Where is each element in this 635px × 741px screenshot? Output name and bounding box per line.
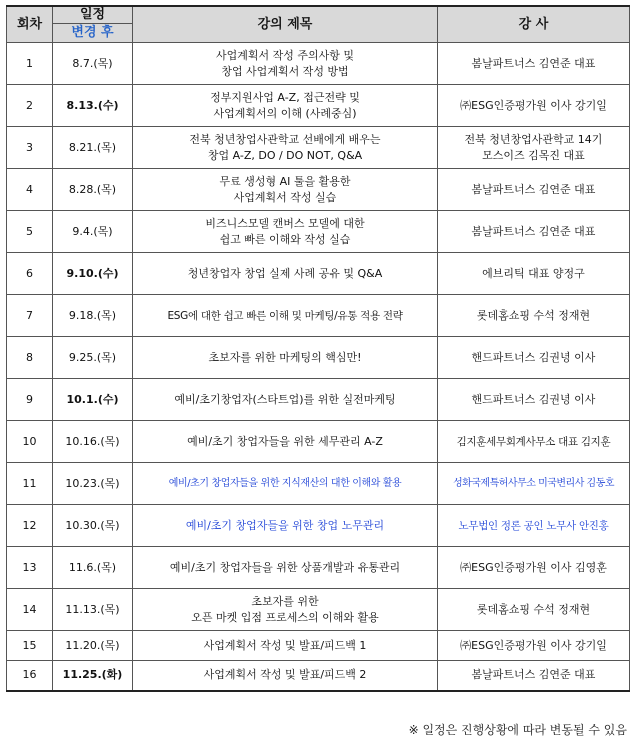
session-lecturer: ㈜ESG인증평가원 이사 강기일 xyxy=(438,631,630,661)
title-line: 오픈 마켓 입점 프로세스의 이해와 활용 xyxy=(191,610,379,624)
session-lecturer: 봄날파트너스 김연준 대표 xyxy=(438,43,630,85)
table-row xyxy=(7,661,630,691)
header-schedule: 일정 xyxy=(53,6,133,24)
session-date: 10.1.(수) xyxy=(53,379,133,421)
title-line: 사업계획서 작성 주의사항 및 xyxy=(215,48,354,62)
table-row xyxy=(7,295,630,337)
session-lecturer: 핸드파트너스 김권녕 이사 xyxy=(438,337,630,379)
session-number: 10 xyxy=(7,421,53,463)
session-lecturer: 봄날파트너스 김연준 대표 xyxy=(438,169,630,211)
session-lecturer: 김지훈세무회계사무소 대표 김지훈 xyxy=(438,421,630,463)
table-row xyxy=(7,43,630,85)
table-row xyxy=(7,337,630,379)
session-title: 예비/초기창업자(스타트업)를 위한 실전마케팅 xyxy=(133,379,438,421)
session-number: 1 xyxy=(7,43,53,85)
session-date: 11.20.(목) xyxy=(53,631,133,661)
session-lecturer: 롯데홈쇼핑 수석 정재현 xyxy=(438,295,630,337)
table-row xyxy=(7,589,630,631)
table-row xyxy=(7,253,630,295)
session-date: 10.16.(목) xyxy=(53,421,133,463)
session-number: 8 xyxy=(7,337,53,379)
session-date: 8.21.(목) xyxy=(53,127,133,169)
table-row xyxy=(7,379,630,421)
session-lecturer: ㈜ESG인증평가원 이사 강기일 xyxy=(438,85,630,127)
session-number: 11 xyxy=(7,463,53,505)
session-number: 7 xyxy=(7,295,53,337)
session-title xyxy=(133,589,438,631)
table-row xyxy=(7,547,630,589)
session-title: 예비/초기 창업자들을 위한 지식재산의 대한 이해와 활용 xyxy=(133,463,438,505)
session-number: 3 xyxy=(7,127,53,169)
table-row xyxy=(7,631,630,661)
session-lecturer xyxy=(438,127,630,169)
session-title: 예비/초기 창업자들을 위한 상품개발과 유통관리 xyxy=(133,547,438,589)
session-title: 사업계획서 작성 및 발표/피드백 2 xyxy=(133,661,438,691)
title-line: 사업계획서의 이해 (사례중심) xyxy=(213,106,357,120)
session-date: 9.18.(목) xyxy=(53,295,133,337)
session-date: 8.28.(목) xyxy=(53,169,133,211)
session-title xyxy=(133,211,438,253)
table-row xyxy=(7,463,630,505)
session-number: 6 xyxy=(7,253,53,295)
session-title xyxy=(133,43,438,85)
header-lecturer: 강 사 xyxy=(438,6,630,43)
session-lecturer: 롯데홈쇼핑 수석 정재현 xyxy=(438,589,630,631)
session-date: 8.13.(수) xyxy=(53,85,133,127)
session-date: 10.30.(목) xyxy=(53,505,133,547)
session-title: 초보자를 위한 마케팅의 핵심만! xyxy=(133,337,438,379)
session-lecturer: 노무법인 정론 공인 노무사 안진홍 xyxy=(438,505,630,547)
schedule-change-note: ※ 일정은 진행상황에 따라 변동될 수 있음 xyxy=(408,723,627,737)
session-title: 예비/초기 창업자들을 위한 창업 노무관리 xyxy=(133,505,438,547)
lecturer-line: 모스이즈 김목진 대표 xyxy=(482,148,585,162)
session-date: 11.25.(화) xyxy=(53,661,133,691)
table-row xyxy=(7,127,630,169)
session-date: 9.25.(목) xyxy=(53,337,133,379)
table-row xyxy=(7,505,630,547)
session-number: 9 xyxy=(7,379,53,421)
session-title: 사업계획서 작성 및 발표/피드백 1 xyxy=(133,631,438,661)
session-date: 9.10.(수) xyxy=(53,253,133,295)
schedule-table xyxy=(6,5,630,692)
session-lecturer: 핸드파트너스 김권녕 이사 xyxy=(438,379,630,421)
session-date: 8.7.(목) xyxy=(53,43,133,85)
title-line: 창업 사업계획서 작성 방법 xyxy=(221,64,349,78)
title-line: 무료 생성형 AI 툴을 활용한 xyxy=(219,174,351,188)
session-title: 청년창업자 창업 실제 사례 공유 및 Q&A xyxy=(133,253,438,295)
title-line: 초보자를 위한 xyxy=(251,594,319,608)
header-title: 강의 제목 xyxy=(133,6,438,43)
session-title xyxy=(133,127,438,169)
session-number: 5 xyxy=(7,211,53,253)
session-date: 11.13.(목) xyxy=(53,589,133,631)
session-number: 13 xyxy=(7,547,53,589)
table-row xyxy=(7,169,630,211)
session-number: 4 xyxy=(7,169,53,211)
session-title xyxy=(133,169,438,211)
session-lecturer: 봄날파트너스 김연준 대표 xyxy=(438,661,630,691)
lecturer-line: 전북 청년창업사관학교 14기 xyxy=(464,132,603,146)
session-title: ESG에 대한 쉽고 빠른 이해 및 마케팅/유통 적용 전략 xyxy=(133,295,438,337)
table-row xyxy=(7,85,630,127)
table-row xyxy=(7,211,630,253)
header-changed: 변경 후 xyxy=(53,24,133,43)
title-line: 사업계획서 작성 실습 xyxy=(233,190,337,204)
session-title xyxy=(133,85,438,127)
title-line: 정부지원사업 A-Z, 접근전략 및 xyxy=(210,90,360,104)
session-lecturer: ㈜ESG인증평가원 이사 김영훈 xyxy=(438,547,630,589)
header-session: 회차 xyxy=(7,6,53,43)
table-row xyxy=(7,421,630,463)
session-number: 16 xyxy=(7,661,53,691)
session-number: 12 xyxy=(7,505,53,547)
session-date: 11.6.(목) xyxy=(53,547,133,589)
title-line: 비즈니스모델 캔버스 모델에 대한 xyxy=(205,216,365,230)
session-date: 10.23.(목) xyxy=(53,463,133,505)
title-line: 창업 A-Z, DO / DO NOT, Q&A xyxy=(207,148,363,162)
session-date: 9.4.(목) xyxy=(53,211,133,253)
session-title: 예비/초기 창업자들을 위한 세무관리 A-Z xyxy=(133,421,438,463)
session-lecturer: 봄날파트너스 김연준 대표 xyxy=(438,211,630,253)
title-line: 전북 청년창업사관학교 선배에게 배우는 xyxy=(189,132,381,146)
title-line: 쉽고 빠른 이해와 작성 실습 xyxy=(219,232,351,246)
session-number: 14 xyxy=(7,589,53,631)
session-number: 2 xyxy=(7,85,53,127)
session-lecturer: 에브리틱 대표 양정구 xyxy=(438,253,630,295)
session-lecturer: 성화국제특허사무소 미국변리사 김동호 xyxy=(438,463,630,505)
session-number: 15 xyxy=(7,631,53,661)
